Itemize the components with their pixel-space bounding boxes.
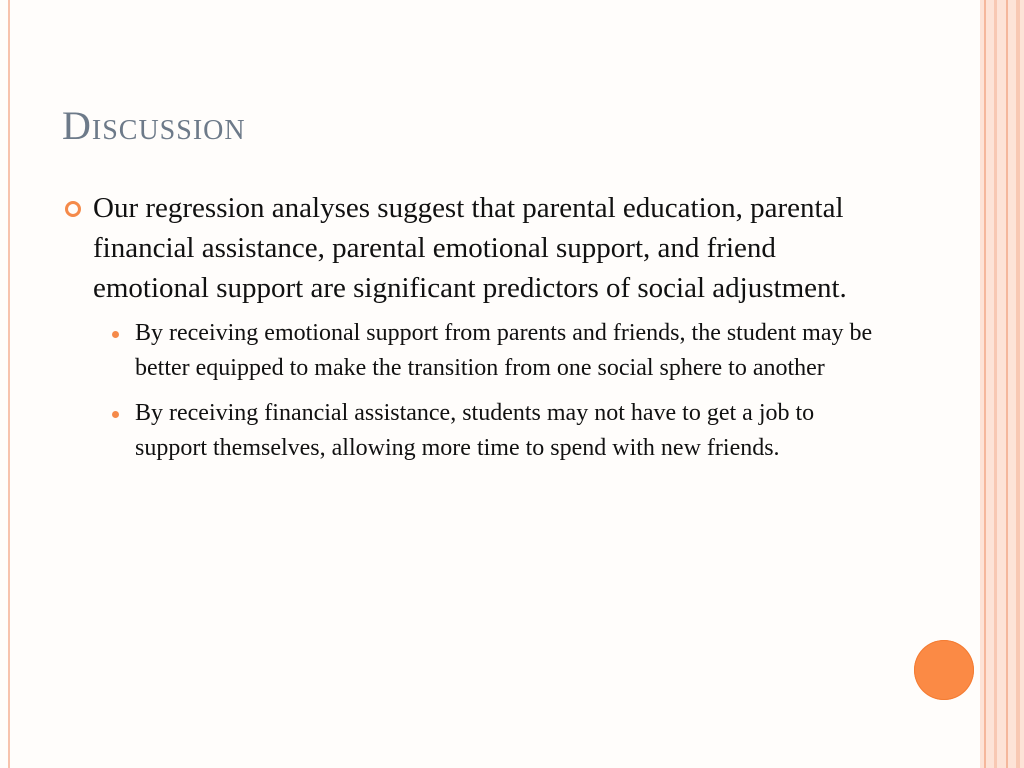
dot-bullet-icon — [112, 411, 119, 418]
main-bullet-text: Our regression analyses suggest that parental education, parental financial assistance, parental emotional support, and friend emotional support are significant predictors of social adjustment. — [93, 192, 847, 304]
slide-content — [62, 188, 882, 476]
band-line — [994, 0, 997, 768]
sub-bullet — [62, 396, 882, 466]
band-line — [1016, 0, 1020, 768]
decorative-circle — [914, 640, 974, 700]
slide-title: Discussion — [62, 103, 246, 148]
band-line — [984, 0, 986, 768]
dot-bullet-icon — [112, 331, 119, 338]
sub-bullet — [62, 316, 882, 386]
band-line — [1006, 0, 1008, 768]
sub-bullet-list — [62, 316, 882, 466]
ring-bullet-icon — [65, 201, 81, 217]
sub-bullet-text: By receiving financial assistance, students may not have to get a job to support themselves, allowing more time to spend with new friends. — [135, 400, 815, 461]
right-decorative-band — [980, 0, 1024, 768]
sub-bullet-text: By receiving emotional support from parents and friends, the student may be better equipped to make the transition from one social sphere to another — [135, 320, 873, 381]
left-decorative-stripe — [8, 0, 10, 768]
main-bullet — [62, 188, 882, 308]
